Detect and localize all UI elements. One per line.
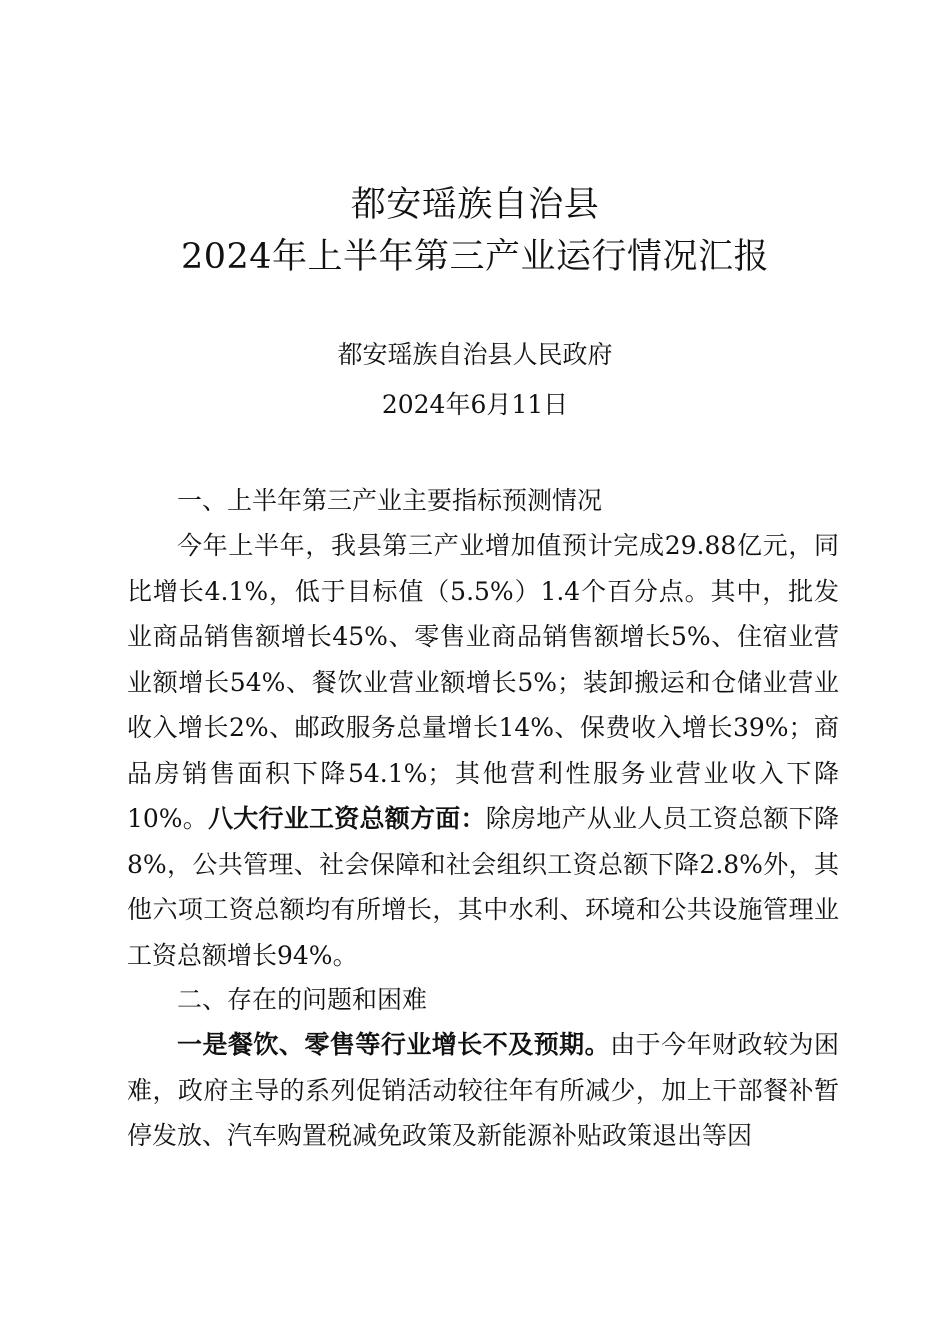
document-date: 2024年6月11日	[381, 390, 569, 419]
paragraph-bold-lead: 一是餐饮、零售等行业增长不及预期。	[177, 1030, 611, 1059]
section-paragraph-2	[127, 1022, 839, 1159]
document-title-line2: 2024年上半年第三产业运行情况汇报	[180, 237, 770, 277]
paragraph-text: 除房地产从业人员工资总额下降8%，公共管理、社会保障和社会组织工资总额下降2.8%外，其他六项工资总额均有所增长，其中水利、环境和公共设施管理业工资总额增长94%。	[127, 804, 839, 970]
section-heading-2: 二、存在的问题和困难	[177, 985, 428, 1014]
section-paragraph-1	[127, 523, 839, 978]
section-heading-1: 一、上半年第三产业主要指标预测情况	[177, 486, 603, 515]
document-title-line1: 都安瑶族自治县	[350, 185, 600, 225]
issuer: 都安瑶族自治县人民政府	[337, 340, 613, 369]
paragraph-text: 由于今年财政较为困难，政府主导的系列促销活动较往年有所减少，加上干部餐补暂停发放、汽车购置税减免政策及新能源补贴政策退出等因	[127, 1030, 839, 1150]
paragraph-bold-lead: 八大行业工资总额方面：	[208, 804, 486, 833]
paragraph-text: 今年上半年，我县第三产业增加值预计完成29.88亿元，同比增长4.1%，低于目标值（5.5%）1.4个百分点。其中，批发业商品销售额增长45%、零售业商品销售额增长5%、住宿业营业额增长54%、餐饮业营业额增长5%；装卸搬运和仓储业营业收入增长2%、邮政服务总量增长14%、保费收入增长39%；商品房销售面积下降54.1%；其他营利性服务业营业收入下降10%。	[127, 531, 839, 833]
